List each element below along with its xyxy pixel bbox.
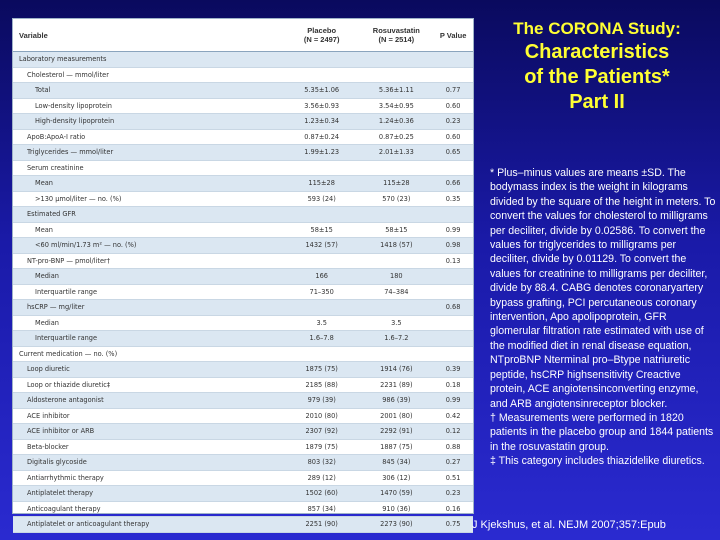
row-label: Beta-blocker [27, 442, 69, 451]
footnote-block [490, 166, 716, 469]
row-label: hsCRP — mg/liter [27, 303, 85, 312]
row-label: Low-density lipoprotein [35, 101, 112, 110]
table-row [13, 393, 473, 409]
table-row [13, 471, 473, 487]
cell-rosuvastatin: 2273 (90) [380, 520, 413, 529]
row-label: Anticoagulant therapy [27, 504, 101, 513]
cell-p-value: 0.35 [445, 194, 461, 203]
footnote-dagger: † Measurements were performed in 1820 patients in the placebo group and 1844 patients in the rosuvastatin group. [490, 411, 714, 453]
cell-rosuvastatin: 3.54±0.95 [378, 101, 414, 110]
row-label: Mean [35, 179, 53, 188]
cell-rosuvastatin: 5.36±1.11 [378, 86, 414, 95]
table-row [13, 130, 473, 146]
table-row [13, 347, 473, 363]
cell-p-value: 0.99 [445, 225, 461, 234]
cell-p-value: 0.12 [445, 427, 461, 436]
cell-placebo: 593 (24) [307, 194, 336, 203]
citation: J Kjekshus, et al. NEJM 2007;357:Epub [472, 519, 666, 531]
table-row [13, 83, 473, 99]
cell-placebo: 3.5 [316, 318, 327, 327]
footnote-main: * Plus–minus values are means ±SD. The bodymass index is the weight in kilograms divided by the square of the height in meters. To convert the values for cholesterol to milligrams per deciliter, divide by 0.02586. To convert the values for triglycerides to milligrams per deciliter, divide by 0.01129. To convert the values for creatinine to milligrams per deciliter, divide by 88.4. CABG denotes coronaryartery bypass grafting, PCI percutaneous coronary intervention, Apo apolipoprotein, GFR glomerular filtration rate estimated with use of the modified diet in renal disease equation, NTproBNP Nterminal pro–Btype natriuretic peptide, hsCRP highsensitivity Creactive protein, ACE angiotensinconverting enzyme, and ARB angiotensinreceptor blocker. [490, 167, 716, 410]
cell-rosuvastatin: 986 (39) [382, 396, 411, 405]
cell-placebo: 58±15 [310, 225, 333, 234]
table-row [13, 207, 473, 223]
header-variable: Variable [19, 30, 48, 40]
table-header [13, 19, 473, 52]
cell-p-value: 0.60 [445, 101, 461, 110]
table-row [13, 486, 473, 502]
footnote-double-dagger: ‡ This category includes thiazidelike diuretics. [490, 455, 705, 468]
cell-p-value: 0.13 [445, 256, 461, 265]
row-label: Laboratory measurements [19, 55, 107, 64]
table-row [13, 254, 473, 270]
cell-p-value: 0.51 [445, 473, 461, 482]
cell-p-value: 0.39 [445, 365, 461, 374]
row-label: Digitalis glycoside [27, 458, 87, 467]
cell-rosuvastatin: 2001 (80) [380, 411, 413, 420]
row-label: NT-pro-BNP — pmol/liter† [27, 256, 111, 265]
cell-placebo: 115±28 [308, 179, 335, 188]
table-row [13, 424, 473, 440]
header-rosuvastatin [360, 26, 434, 44]
row-label: <60 ml/min/1.73 m² — no. (%) [35, 241, 137, 250]
title-line-2: Characteristics [524, 41, 670, 63]
row-label: Interquartile range [35, 287, 98, 296]
cell-placebo: 3.56±0.93 [304, 101, 340, 110]
table-row [13, 114, 473, 130]
cell-p-value: 0.65 [445, 148, 461, 157]
header-rosuvastatin-label: Rosuvastatin [372, 26, 420, 35]
cell-placebo: 5.35±1.06 [304, 86, 340, 95]
cell-placebo: 2010 (80) [305, 411, 338, 420]
row-label: Median [35, 318, 59, 327]
cell-rosuvastatin: 1.24±0.36 [378, 117, 414, 126]
row-label: Interquartile range [35, 334, 98, 343]
cell-rosuvastatin: 2231 (89) [380, 380, 413, 389]
cell-placebo: 1875 (75) [305, 365, 338, 374]
cell-rosuvastatin: 910 (36) [382, 504, 411, 513]
cell-placebo: 803 (32) [307, 458, 336, 467]
cell-rosuvastatin: 570 (23) [382, 194, 411, 203]
cell-rosuvastatin: 2.01±1.33 [378, 148, 414, 157]
table-row [13, 99, 473, 115]
row-label: Loop or thiazide diuretic‡ [27, 380, 111, 389]
cell-placebo: 0.87±0.24 [304, 132, 340, 141]
table-row [13, 238, 473, 254]
row-label: ACE inhibitor or ARB [27, 427, 95, 436]
row-label: Antiplatelet or anticoagulant therapy [27, 520, 150, 529]
table-row [13, 269, 473, 285]
row-label: Total [35, 86, 51, 95]
row-label: Antiarrhythmic therapy [27, 473, 104, 482]
row-label: Loop diuretic [27, 365, 70, 374]
characteristics-table [12, 18, 474, 529]
row-label: Serum creatinine [27, 163, 84, 172]
cell-placebo: 2251 (90) [305, 520, 338, 529]
cell-placebo: 1879 (75) [305, 442, 338, 451]
cell-placebo: 289 (12) [307, 473, 336, 482]
cell-p-value: 0.42 [445, 411, 461, 420]
cell-p-value: 0.60 [445, 132, 461, 141]
cell-rosuvastatin: 180 [390, 272, 403, 281]
header-rosuvastatin-n: (N = 2514) [378, 35, 415, 44]
cell-rosuvastatin: 115±28 [383, 179, 410, 188]
row-label: Current medication — no. (%) [19, 349, 118, 358]
table-row [13, 223, 473, 239]
row-label: Antiplatelet therapy [27, 489, 94, 498]
header-placebo [284, 26, 360, 44]
cell-rosuvastatin: 1887 (75) [380, 442, 413, 451]
cell-placebo: 1502 (60) [305, 489, 338, 498]
cell-p-value: 0.27 [445, 458, 461, 467]
title-study-name: The CORONA Study: [513, 19, 681, 38]
row-label: Aldosterone antagonist [27, 396, 104, 405]
cell-rosuvastatin: 306 (12) [382, 473, 411, 482]
cell-p-value: 0.75 [445, 520, 461, 529]
cell-p-value: 0.98 [445, 241, 461, 250]
cell-rosuvastatin: 3.5 [391, 318, 402, 327]
header-p-value: P Value [439, 30, 467, 40]
cell-p-value: 0.16 [445, 504, 461, 513]
cell-rosuvastatin: 1.6–7.2 [384, 334, 409, 343]
cell-p-value: 0.99 [445, 396, 461, 405]
title-line-4: Part II [569, 91, 625, 113]
table-row [13, 378, 473, 394]
table-row [13, 409, 473, 425]
table-row [13, 161, 473, 177]
header-placebo-n: (N = 2497) [303, 35, 340, 44]
row-label: ApoB:ApoA-I ratio [27, 132, 86, 141]
cell-p-value: 0.66 [445, 179, 461, 188]
header-placebo-label: Placebo [307, 26, 337, 35]
cell-p-value: 0.77 [445, 86, 461, 95]
cell-placebo: 979 (39) [307, 396, 336, 405]
row-label: High-density lipoprotein [35, 117, 115, 126]
row-label: Mean [35, 225, 53, 234]
cell-p-value: 0.18 [445, 380, 461, 389]
row-label: Estimated GFR [27, 210, 76, 219]
table-row [13, 517, 473, 533]
cell-placebo: 857 (34) [307, 504, 336, 513]
cell-placebo: 1.23±0.34 [304, 117, 340, 126]
cell-rosuvastatin: 74–384 [384, 287, 409, 296]
slide-title [484, 18, 710, 115]
table-row [13, 285, 473, 301]
title-line-3: of the Patients* [524, 66, 670, 88]
table-row [13, 455, 473, 471]
cell-rosuvastatin: 0.87±0.25 [378, 132, 414, 141]
cell-rosuvastatin: 58±15 [385, 225, 408, 234]
cell-rosuvastatin: 1418 (57) [380, 241, 413, 250]
row-label: Triglycerides — mmol/liter [27, 148, 114, 157]
cell-rosuvastatin: 845 (34) [382, 458, 411, 467]
table-row [13, 502, 473, 518]
cell-placebo: 2307 (92) [305, 427, 338, 436]
table-row [13, 300, 473, 316]
table-row [13, 145, 473, 161]
cell-placebo: 1432 (57) [305, 241, 338, 250]
cell-p-value: 0.23 [445, 117, 461, 126]
table-row [13, 331, 473, 347]
table-row [13, 362, 473, 378]
cell-rosuvastatin: 2292 (91) [380, 427, 413, 436]
cell-rosuvastatin: 1914 (76) [380, 365, 413, 374]
cell-placebo: 2185 (88) [305, 380, 338, 389]
table-body [13, 52, 473, 533]
cell-placebo: 1.6–7.8 [309, 334, 334, 343]
cell-placebo: 1.99±1.23 [304, 148, 340, 157]
row-label: ACE inhibitor [27, 411, 70, 420]
table-row [13, 176, 473, 192]
cell-placebo: 166 [315, 272, 328, 281]
row-label: Cholesterol — mmol/liter [27, 70, 109, 79]
cell-p-value: 0.23 [445, 489, 461, 498]
cell-placebo: 71–350 [309, 287, 334, 296]
table-row [13, 68, 473, 84]
table-row [13, 192, 473, 208]
table-row [13, 440, 473, 456]
row-label: >130 μmol/liter — no. (%) [35, 194, 122, 203]
table-row [13, 52, 473, 68]
cell-rosuvastatin: 1470 (59) [380, 489, 413, 498]
row-label: Median [35, 272, 59, 281]
cell-p-value: 0.68 [445, 303, 461, 312]
table-row [13, 316, 473, 332]
cell-p-value: 0.88 [445, 442, 461, 451]
